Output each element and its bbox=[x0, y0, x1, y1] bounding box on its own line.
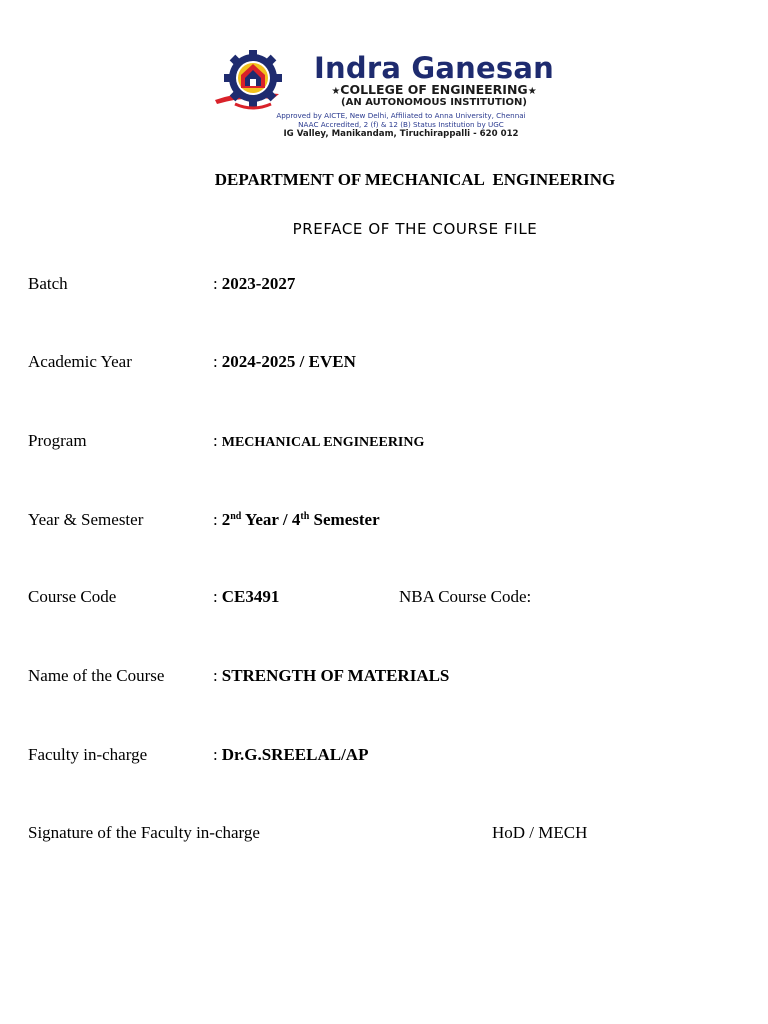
year-semester-label: Year & Semester bbox=[28, 510, 144, 529]
year-semester-value bbox=[213, 509, 380, 531]
course-code-label: Course Code bbox=[28, 587, 117, 606]
program-value-wrap bbox=[213, 430, 424, 454]
college-subtitle-text: COLLEGE OF ENGINEERING bbox=[340, 82, 528, 97]
year-semester-row bbox=[28, 509, 748, 531]
academic-year-label: Academic Year bbox=[28, 352, 132, 371]
course-name-value: STRENGTH OF MATERIALS bbox=[221, 666, 450, 685]
academic-year-row bbox=[28, 351, 748, 373]
faculty-row bbox=[28, 744, 748, 766]
course-code-value: CE3491 bbox=[221, 587, 280, 606]
academic-year-value-wrap bbox=[213, 351, 356, 373]
star-icon: ★ bbox=[331, 86, 341, 97]
colon: : bbox=[213, 666, 218, 685]
semester-suffix: th bbox=[300, 511, 310, 522]
college-emblem-icon bbox=[213, 50, 303, 114]
college-approval: Approved by AICTE, New Delhi, Affiliated to Anna University, Chennai bbox=[276, 111, 526, 120]
batch-label: Batch bbox=[28, 274, 68, 293]
program-value: MECHANICAL ENGINEERING bbox=[221, 435, 425, 450]
program-label: Program bbox=[28, 431, 87, 450]
colon: : bbox=[213, 587, 218, 606]
course-name-label: Name of the Course bbox=[28, 666, 165, 685]
college-logo bbox=[213, 50, 569, 142]
faculty-value-wrap bbox=[213, 744, 368, 766]
college-name: Indra Ganesan bbox=[314, 51, 554, 85]
year-word: Year / bbox=[241, 510, 292, 529]
course-name-value-wrap bbox=[213, 665, 449, 687]
star-icon: ★ bbox=[527, 86, 537, 97]
nba-course-code-label: NBA Course Code: bbox=[399, 587, 532, 606]
year-number: 2 bbox=[221, 510, 231, 529]
college-naac: NAAC Accredited, 2 (f) & 12 (B) Status Institution by UGC bbox=[298, 120, 504, 129]
signature-row bbox=[28, 822, 748, 844]
program-row bbox=[28, 430, 748, 452]
hod-label: HoD / MECH bbox=[492, 823, 588, 842]
department-title: DEPARTMENT OF MECHANICAL ENGINEERING bbox=[214, 170, 616, 189]
college-address: IG Valley, Manikandam, Tiruchirappalli - 620 012 bbox=[283, 129, 519, 139]
colon: : bbox=[213, 274, 218, 293]
year-suffix: nd bbox=[230, 511, 242, 522]
signature-label: Signature of the Faculty in-charge bbox=[28, 823, 260, 842]
batch-value-wrap bbox=[213, 273, 295, 295]
semester-word: Semester bbox=[309, 510, 380, 529]
preface-title: PREFACE OF THE COURSE FILE bbox=[292, 220, 538, 238]
colon: : bbox=[213, 352, 218, 371]
batch-row bbox=[28, 273, 748, 295]
colon: : bbox=[213, 745, 218, 764]
academic-year-value: 2024-2025 / EVEN bbox=[221, 352, 356, 371]
college-autonomous: (AN AUTONOMOUS INSTITUTION) bbox=[341, 97, 527, 108]
colon: : bbox=[213, 510, 218, 529]
faculty-label: Faculty in-charge bbox=[28, 745, 148, 764]
course-code-row bbox=[28, 586, 748, 608]
faculty-value: Dr.G.SREELAL/AP bbox=[221, 745, 369, 764]
course-code-value-wrap bbox=[213, 586, 279, 608]
semester-number: 4 bbox=[291, 510, 301, 529]
batch-value: 2023-2027 bbox=[221, 274, 296, 293]
colon: : bbox=[213, 431, 218, 450]
course-name-row bbox=[28, 665, 748, 687]
